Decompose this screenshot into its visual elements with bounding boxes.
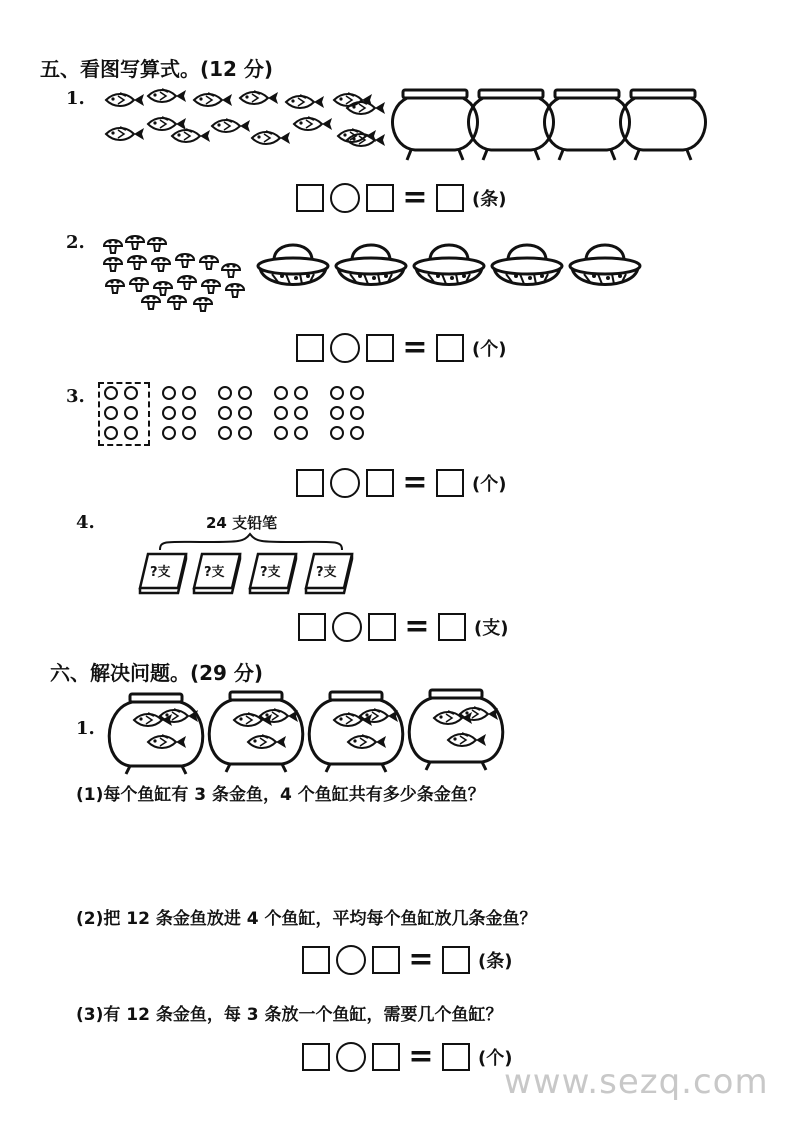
section-6-title: 六、解决问题。(29 分) — [50, 661, 264, 685]
answer-box[interactable] — [436, 334, 464, 362]
fish-icon — [194, 93, 232, 106]
fish-icon — [212, 119, 250, 132]
fish-icon — [240, 91, 278, 104]
fish-icon — [148, 89, 186, 102]
pencil-box — [192, 552, 242, 598]
question-4-number: 4. — [76, 512, 95, 533]
fish-icon — [252, 131, 290, 144]
pencil-box — [304, 552, 354, 598]
answer-box[interactable] — [298, 613, 326, 641]
fishbowl-icon — [309, 692, 403, 772]
answer-box[interactable] — [366, 184, 394, 212]
basket-icon — [492, 245, 562, 285]
equals-sign: = — [402, 330, 428, 365]
answer-box[interactable] — [436, 469, 464, 497]
fish-icon — [106, 127, 144, 140]
fish-icon — [148, 117, 186, 130]
watermark: www.sezq.com — [504, 1062, 769, 1102]
fishbowl-icon — [209, 692, 303, 772]
equation-3 — [296, 465, 507, 500]
equation-4 — [298, 609, 509, 644]
answer-box[interactable] — [296, 334, 324, 362]
fishbowl-icon — [409, 690, 503, 770]
answer-box[interactable] — [296, 469, 324, 497]
circle-column — [105, 387, 137, 439]
equation-2 — [296, 330, 507, 365]
fish-icon — [294, 117, 332, 130]
fishbowl-icon — [545, 90, 630, 160]
equals-sign: = — [408, 1039, 434, 1074]
pencil-box-label: ?支 — [316, 565, 337, 580]
answer-box[interactable] — [372, 1043, 400, 1071]
answer-box[interactable] — [438, 613, 466, 641]
fish-icon — [286, 95, 324, 108]
fishbowl-icon — [393, 90, 478, 160]
operator-circle[interactable] — [332, 612, 362, 642]
equals-sign: = — [402, 180, 428, 215]
unit-label: (条) — [478, 951, 513, 972]
equation-6-3 — [302, 1039, 513, 1074]
fishbowl-row — [395, 90, 705, 160]
answer-box[interactable] — [296, 184, 324, 212]
answer-box[interactable] — [372, 946, 400, 974]
problem-1-number: 1. — [76, 718, 95, 739]
pencil-box-row — [138, 552, 358, 598]
question-3-number: 3. — [66, 386, 85, 407]
equals-sign: = — [404, 609, 430, 644]
unit-label: (个) — [472, 339, 507, 360]
mushroom-group — [100, 230, 250, 310]
answer-box[interactable] — [302, 946, 330, 974]
basket-icon — [258, 245, 328, 285]
equation-1 — [296, 180, 507, 215]
question-2-number: 2. — [66, 232, 85, 253]
fishbowl-icon — [109, 694, 203, 774]
fishbowl-icon — [621, 90, 706, 160]
fish-icon — [172, 129, 210, 142]
operator-circle[interactable] — [330, 183, 360, 213]
answer-box[interactable] — [368, 613, 396, 641]
answer-box[interactable] — [442, 1043, 470, 1071]
answer-box[interactable] — [366, 469, 394, 497]
fishbowl-with-fish-row — [108, 690, 508, 780]
fish-icon — [106, 93, 144, 106]
basket-row — [258, 240, 648, 300]
equals-sign: = — [402, 465, 428, 500]
operator-circle[interactable] — [330, 468, 360, 498]
basket-icon — [336, 245, 406, 285]
unit-label: (个) — [472, 474, 507, 495]
fish-icon — [347, 133, 385, 146]
fish-icon — [347, 101, 385, 114]
equation-6-2 — [302, 942, 513, 977]
pencil-box — [248, 552, 298, 598]
operator-circle[interactable] — [336, 1042, 366, 1072]
unit-label: (条) — [472, 189, 507, 210]
subquestion-2-text: (2)把 12 条金鱼放进 4 个鱼缸，平均每个鱼缸放几条金鱼？ — [76, 909, 537, 929]
equals-sign: = — [408, 942, 434, 977]
answer-box[interactable] — [442, 946, 470, 974]
answer-box[interactable] — [366, 334, 394, 362]
fishbowl-icon — [469, 90, 554, 160]
subquestion-1-text: (1)每个鱼缸有 3 条金鱼，4 个鱼缸共有多少条金鱼？ — [76, 785, 485, 805]
subquestion-3-text: (3)有 12 条金鱼，每 3 条放一个鱼缸，需要几个鱼缸？ — [76, 1005, 503, 1025]
unit-label: (支) — [474, 618, 509, 639]
circle-grid — [102, 386, 372, 446]
brace — [158, 532, 348, 554]
operator-circle[interactable] — [336, 945, 366, 975]
section-5-title: 五、看图写算式。(12 分) — [40, 57, 274, 81]
basket-icon — [570, 245, 640, 285]
pencil-box-label: ?支 — [150, 565, 171, 580]
pencil-box-label: ?支 — [204, 565, 225, 580]
basket-icon — [414, 245, 484, 285]
operator-circle[interactable] — [330, 333, 360, 363]
pencil-box — [138, 552, 188, 598]
question-1-number: 1. — [66, 88, 85, 109]
pencil-total-label: 24 支铅笔 — [206, 514, 278, 532]
answer-box[interactable] — [436, 184, 464, 212]
fish-pair — [345, 96, 390, 156]
answer-box[interactable] — [302, 1043, 330, 1071]
unit-label: (个) — [478, 1048, 513, 1069]
pencil-box-label: ?支 — [260, 565, 281, 580]
